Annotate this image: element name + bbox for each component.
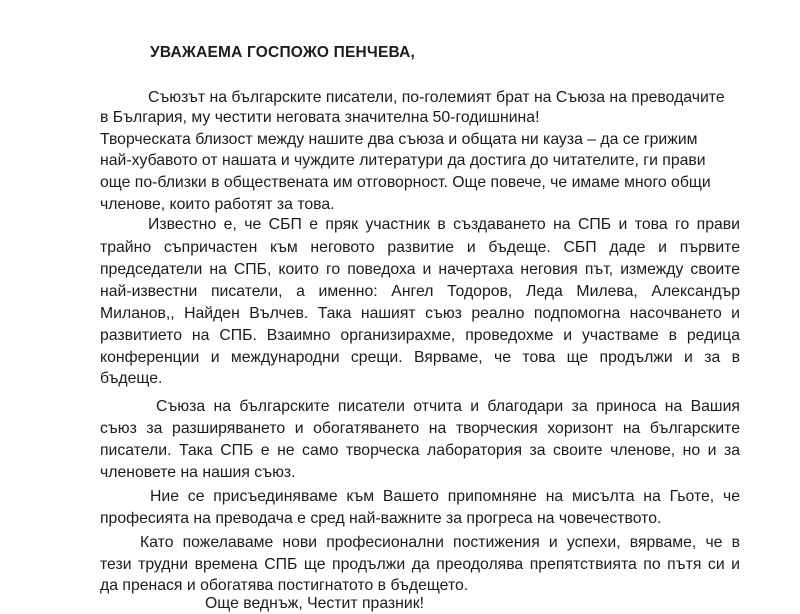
letter-line: бъдеще.	[100, 370, 163, 387]
letter-line: конференции и международни срещи. Вярваме, че това ще продължи и за в	[100, 349, 740, 366]
letter-line: трайно съпричастен към неговото развитие и бъдеще. СБП даде и първите	[100, 239, 740, 256]
letter-line: развитието на СПБ. Взаимно организирахме, проведохме и участваме в редица	[100, 327, 740, 344]
letter-line: председатели на СПБ, които го поведоха и начертаха неговия път, измежду своите	[100, 261, 740, 278]
letter-line: най-известни писатели, а именно: Ангел Тодоров, Леда Милева, Александър	[100, 283, 740, 300]
letter-line: Още веднъж, Честит празник!	[205, 595, 425, 612]
letter-line: тези трудни времена СПБ ще продължи да преодолява препятствията по пътя си и	[100, 556, 740, 573]
letter-line: професията на преводача е сред най-важните за прогреса на човечеството.	[100, 510, 662, 527]
letter-salutation: УВАЖАЕМА ГОСПОЖО ПЕНЧЕВА,	[150, 44, 416, 61]
letter-line: Творческата близост между нашите два съюза и общата ни кауза – да се грижим	[100, 131, 698, 148]
letter-line: да пренася и обогатява постигнатото в бъдещето.	[100, 577, 469, 594]
letter-line: още по-близки в обществената им отговорност. Още повече, че имаме много общи	[100, 174, 711, 191]
letter-line: най-хубавото от нашата и чуждите литератури да достига до читателите, ги прави	[100, 152, 706, 169]
letter-line: Миланов,, Найден Вълчев. Така нашият съюз реално подпомогна насочването и	[100, 305, 740, 322]
letter-line: в България, му честити неговата значителна 50-годишнина!	[100, 109, 540, 126]
letter-line: писатели. Така СПБ е не само творческа лаборатория за своите членове, но и за	[100, 442, 740, 459]
letter-line: съюз за разширяването и обогатяването на творческия хоризонт на българските	[100, 420, 740, 437]
letter-line: членовете на нашия съюз.	[100, 464, 296, 481]
letter-line: Съюза на българските писатели отчита и благодари за приноса на Вашия	[156, 398, 740, 415]
letter-line: Като пожелаваме нови професионални постижения и успехи, вярваме, че в	[140, 534, 740, 551]
letter-line: Съюзът на българските писатели, по-големият брат на Съюза на преводачите	[148, 89, 725, 106]
letter-line: Ние се присъединяваме към Вашето припомняне на мисълта на Гьоте, че	[150, 488, 740, 505]
letter-line: членове, които работят за това.	[100, 196, 335, 213]
letter-line: Известно е, че СБП е пряк участник в създаването на СПБ и това го прави	[148, 216, 740, 233]
